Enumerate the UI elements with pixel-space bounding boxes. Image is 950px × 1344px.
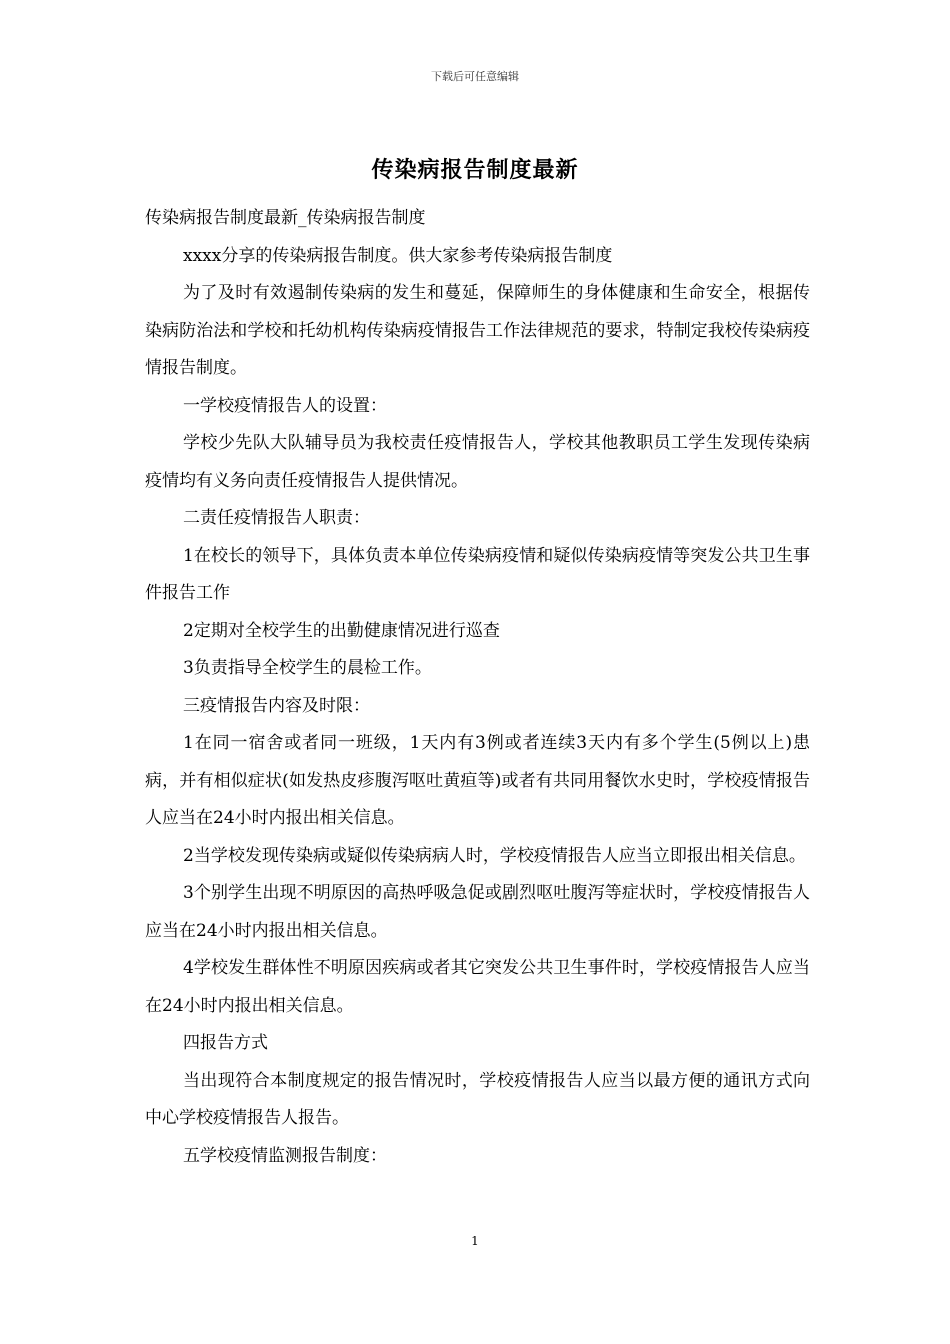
section-heading-2: 二责任疫情报告人职责： [183, 508, 370, 528]
document-title: 传染病报告制度最新 [371, 157, 579, 183]
section-heading-5: 五学校疫情监测报告制度： [183, 1145, 387, 1166]
section-heading-3: 三疫情报告内容及时限： [183, 695, 370, 716]
section-heading-4: 四报告方式 [183, 1033, 268, 1053]
list-item: 4学校发生群体性不明原因疾病或者其它突发公共卫生事件时，学校疫情报告人应当在24小时内报出相关信息。 [145, 958, 810, 1016]
page-number: 1 [471, 1234, 479, 1248]
paragraph-purpose: 为了及时有效遏制传染病的发生和蔓延，保障师生的身体健康和生命安全，根据传染病防治法和学校和托幼机构传染病疫情报告工作法律规范的要求，特制定我校传染病疫情报告制度。 [145, 283, 810, 378]
paragraph: 当出现符合本制度规定的报告情况时，学校疫情报告人应当以最方便的通讯方式向中心学校疫情报告人报告。 [145, 1070, 810, 1128]
header-note: 下载后可任意编辑 [431, 70, 519, 83]
paragraph: 学校少先队大队辅导员为我校责任疫情报告人，学校其他教职员工学生发现传染病疫情均有义务向责任疫情报告人提供情况。 [145, 433, 810, 491]
paragraph-subtitle: 传染病报告制度最新_传染病报告制度 [145, 208, 426, 228]
list-item: 2当学校发现传染病或疑似传染病病人时，学校疫情报告人应当立即报出相关信息。 [183, 845, 806, 866]
list-item: 2定期对全校学生的出勤健康情况进行巡查 [183, 620, 500, 641]
list-item: 1在同一宿舍或者同一班级，1天内有3例或者连续3天内有多个学生(5例以上)患病，并有相似症状(如发热皮疹腹泻呕吐黄疸等)或者有共同用餐饮水史时，学校疫情报告人应当在24小时内报出相关信息。 [145, 733, 810, 828]
section-heading-1: 一学校疫情报告人的设置： [183, 395, 387, 416]
document-body [145, 200, 810, 1175]
list-item: 3负责指导全校学生的晨检工作。 [183, 658, 432, 678]
paragraph-intro: xxxx分享的传染病报告制度。供大家参考传染病报告制度 [183, 245, 613, 266]
list-item: 3个别学生出现不明原因的高热呼吸急促或剧烈呕吐腹泻等症状时，学校疫情报告人应当在24小时内报出相关信息。 [145, 883, 810, 941]
list-item: 1在校长的领导下，具体负责本单位传染病疫情和疑似传染病疫情等突发公共卫生事件报告工作 [145, 545, 810, 603]
